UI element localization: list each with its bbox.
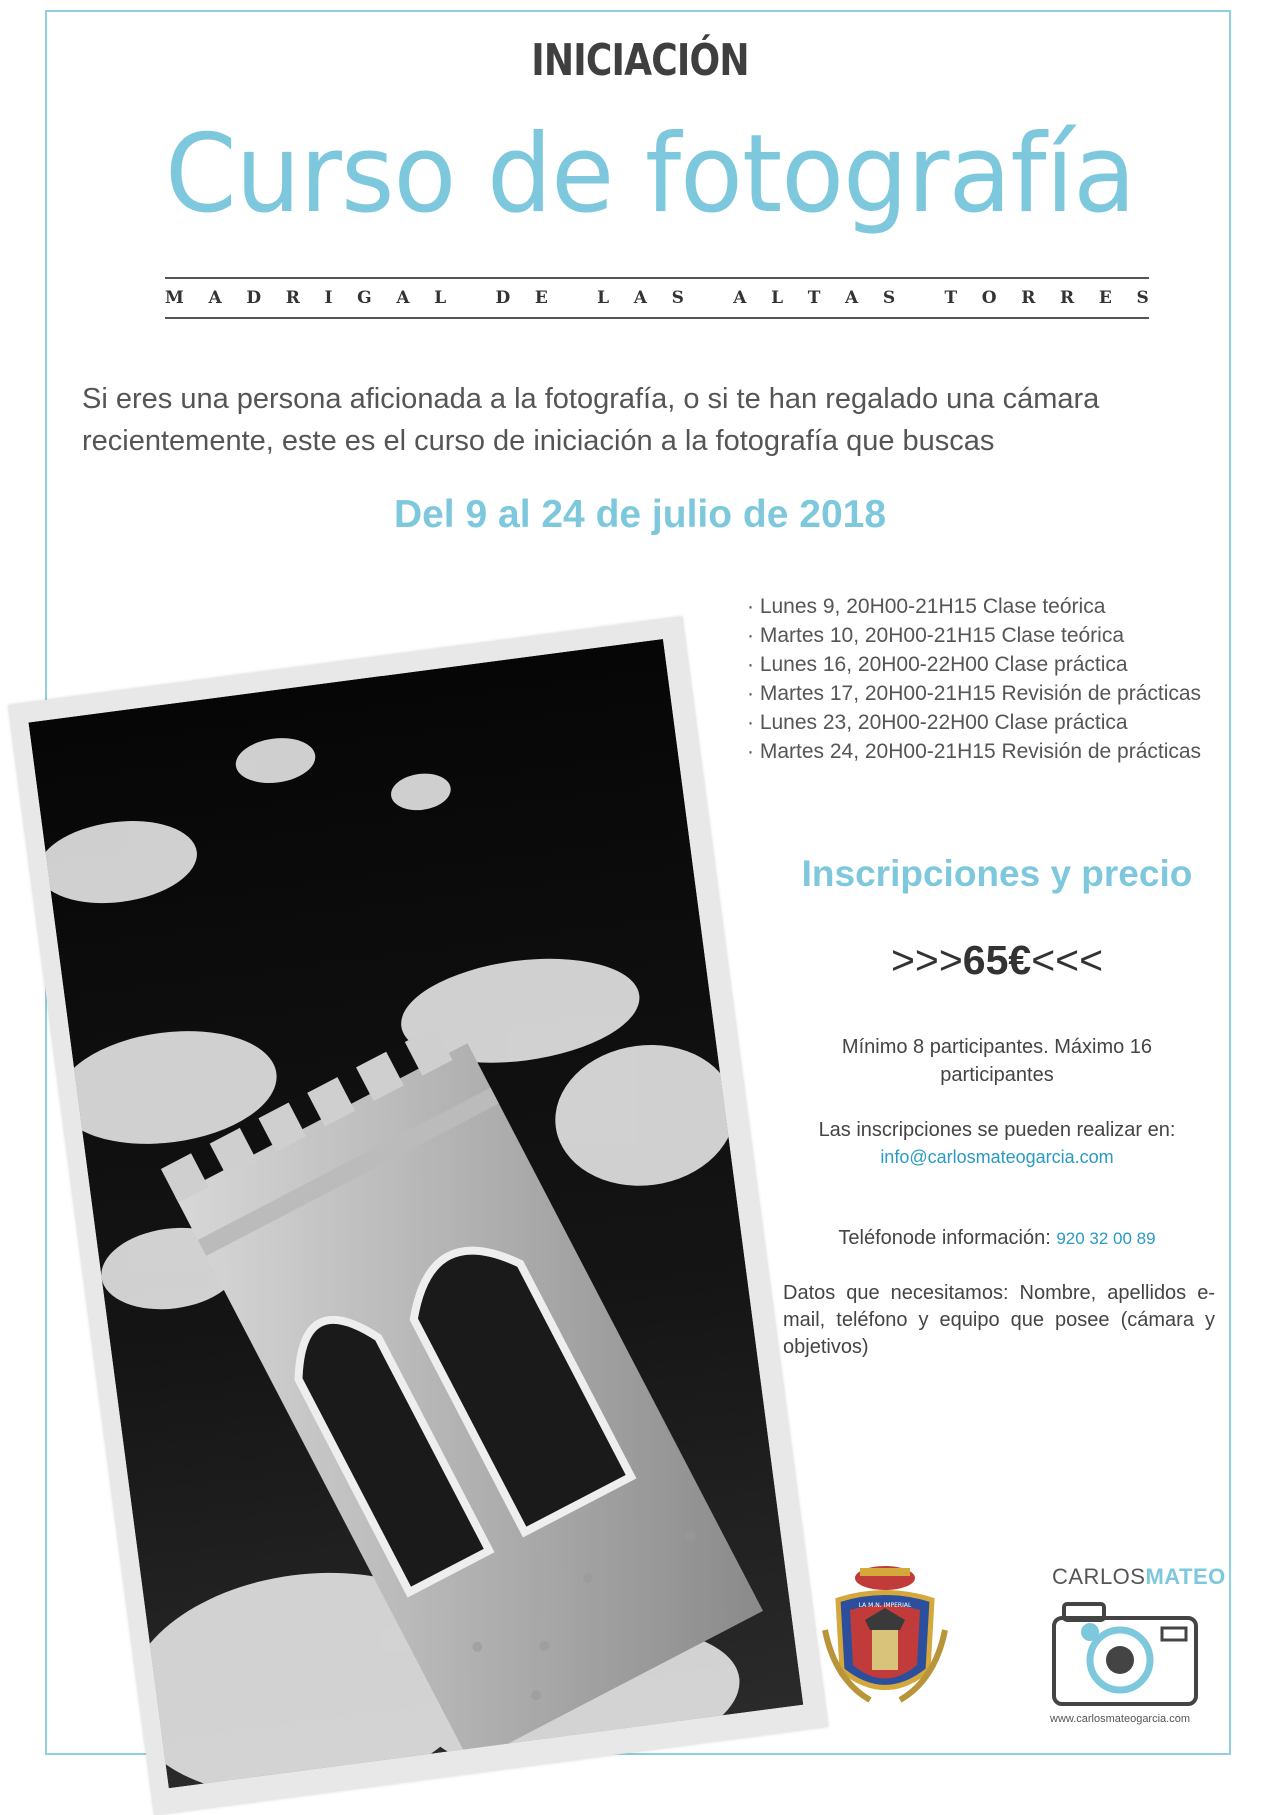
- brand-name-part1: CARLOS: [1052, 1564, 1146, 1589]
- location-letter: T: [807, 288, 821, 308]
- required-data: Datos que necesitamos: Nombre, apellidos e-mail, teléfono y equipo que posee (cámara y objetivos): [783, 1282, 1215, 1358]
- price-value: 65€: [962, 937, 1032, 983]
- location-letter: A: [845, 288, 859, 308]
- location-letter: A: [633, 288, 647, 308]
- participants-line: Mínimo 8 participantes. Máximo 16: [841, 1036, 1153, 1058]
- location-letter: A: [208, 288, 222, 308]
- brand-name-part2: MATEO: [1145, 1564, 1226, 1589]
- tower-photo: [8, 616, 828, 1815]
- price-prefix: >>>: [890, 937, 963, 983]
- location-letter: E: [1098, 288, 1112, 308]
- brand-name: [1052, 1564, 1226, 1590]
- location-subtitle: [165, 288, 1149, 308]
- course-dates: Del 9 al 24 de julio de 2018: [393, 493, 887, 536]
- participants-info: [822, 1033, 1172, 1089]
- email-link[interactable]: info@carlosmateogarcia.com: [880, 1147, 1114, 1167]
- location-letter: A: [396, 288, 410, 308]
- schedule-list: [747, 592, 1201, 766]
- phone-number[interactable]: 920 32 00 89: [1056, 1229, 1156, 1248]
- top-rule: [165, 277, 1149, 279]
- location-letter: G: [357, 288, 372, 308]
- location-letter: M: [165, 288, 184, 308]
- schedule-item: · Martes 24, 20H00-21H15 Revisión de prácticas: [747, 740, 1202, 763]
- registration-title: Inscripciones y precio: [801, 853, 1193, 894]
- schedule-item: · Lunes 16, 20H00-22H00 Clase práctica: [747, 653, 1128, 676]
- registration-label: Las inscripciones se pueden realizar en:: [818, 1119, 1176, 1141]
- main-title: Curso de fotografía: [164, 112, 1136, 237]
- phone-label: Teléfonode información:: [838, 1227, 1051, 1249]
- location-letter: O: [981, 288, 997, 308]
- participants-line: participantes: [940, 1064, 1054, 1086]
- kicker-title: INICIACIÓN: [531, 35, 749, 86]
- schedule-item: · Lunes 9, 20H00-21H15 Clase teórica: [747, 595, 1106, 618]
- location-letter: T: [944, 288, 958, 308]
- schedule-item: · Martes 17, 20H00-21H15 Revisión de prácticas: [747, 682, 1202, 705]
- location-letter: L: [434, 288, 447, 308]
- intro-line: Si eres una persona aficionada a la fotografía, o si te han regalado una cámara: [82, 383, 1100, 415]
- registration-where: [742, 1117, 1252, 1171]
- location-letter: D: [246, 288, 262, 308]
- brand-url[interactable]: www.carlosmateogarcia.com: [1050, 1713, 1190, 1725]
- phone-info: [742, 1227, 1252, 1250]
- intro-line: recientemente, este es el curso de iniciación a la fotografía que buscas: [82, 425, 995, 457]
- location-letter: R: [285, 288, 300, 308]
- location-letter: S: [671, 288, 684, 308]
- location-letter: D: [495, 288, 511, 308]
- bottom-rule: [165, 317, 1149, 319]
- location-letter: L: [597, 288, 610, 308]
- location-letter: S: [882, 288, 896, 308]
- price: [742, 937, 1252, 984]
- location-letter: E: [534, 288, 548, 308]
- price-suffix: <<<: [1031, 937, 1104, 983]
- tower-photo-image: [28, 639, 803, 1788]
- location-letter: L: [771, 288, 784, 308]
- location-letter: R: [1021, 288, 1036, 308]
- schedule-item: · Martes 10, 20H00-21H15 Clase teórica: [747, 624, 1125, 647]
- intro-paragraph: [82, 378, 1222, 462]
- town-crest: [820, 1560, 950, 1710]
- location-letter: I: [324, 288, 333, 308]
- camera-icon: [1050, 1598, 1200, 1708]
- crest-text: LA M.N. IMPERIAL: [858, 1602, 912, 1609]
- location-letter: A: [733, 288, 747, 308]
- location-letter: R: [1060, 288, 1075, 308]
- schedule-item: · Lunes 23, 20H00-22H00 Clase práctica: [747, 711, 1128, 734]
- location-letter: S: [1136, 288, 1149, 308]
